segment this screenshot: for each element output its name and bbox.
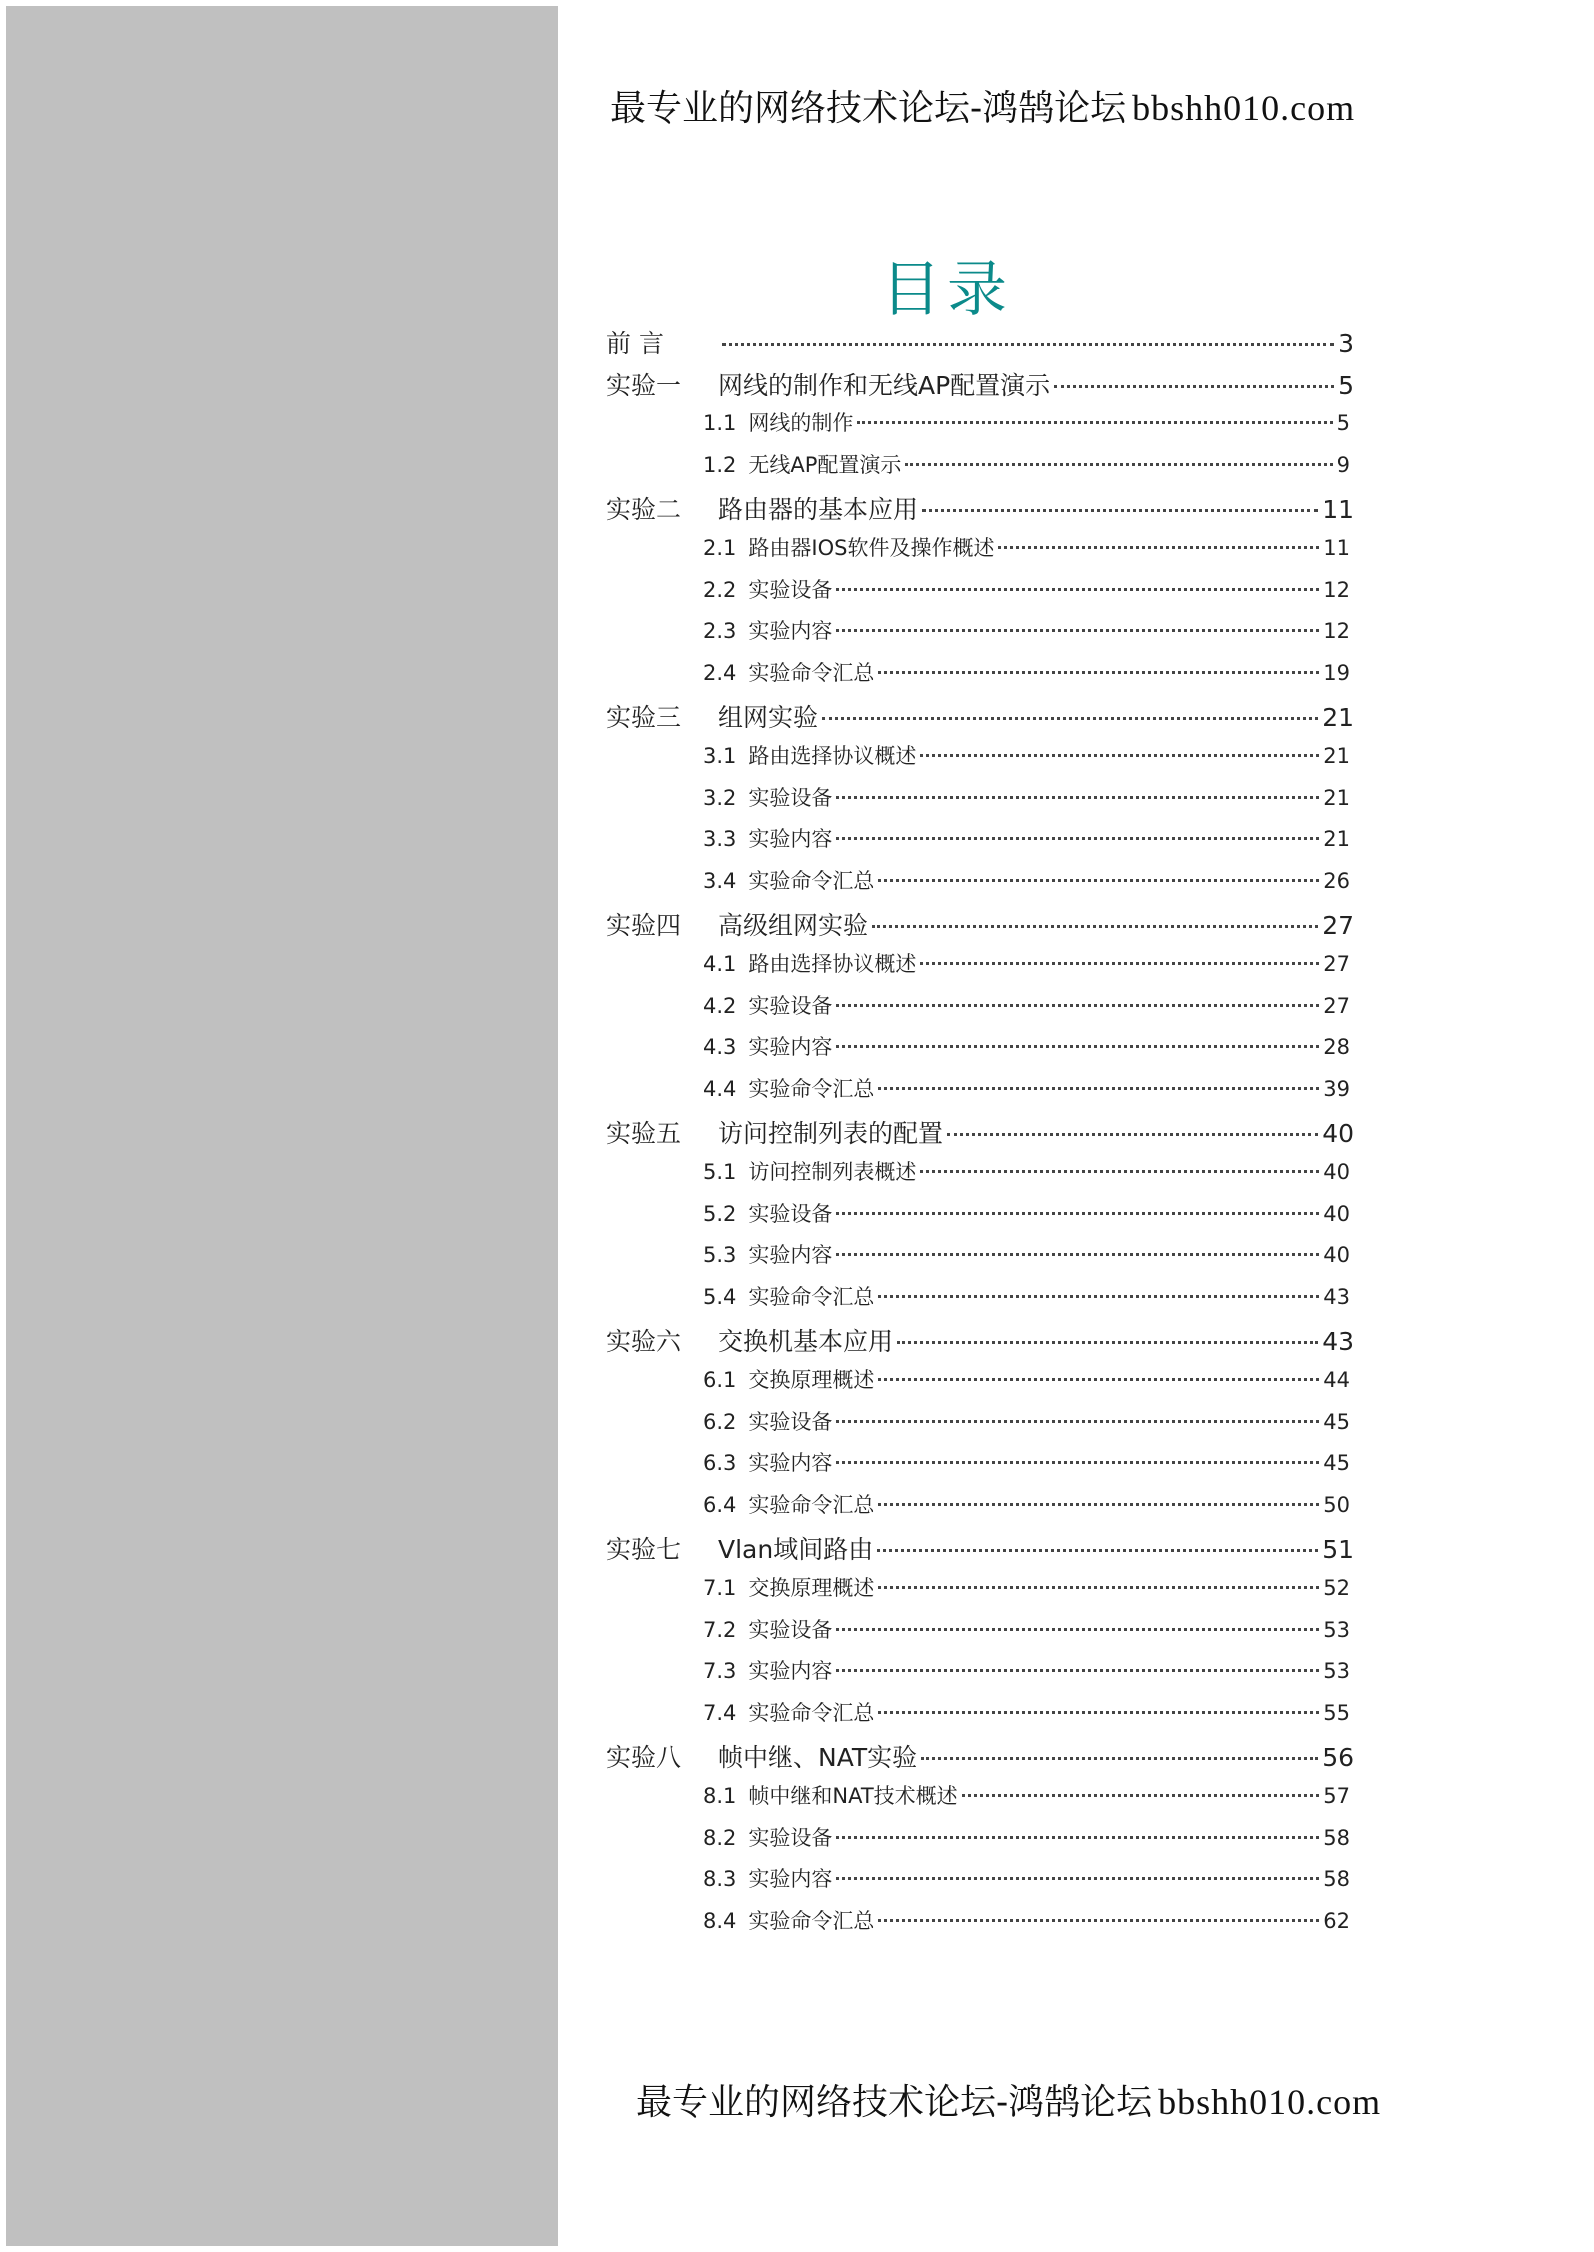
- toc-entry-title: 实验命令汇总: [748, 1284, 875, 1309]
- toc-entry-number: 7.1: [703, 1576, 737, 1600]
- toc-entry-number: 2.4: [703, 660, 737, 685]
- toc-dot-leader: [878, 1087, 1319, 1090]
- toc-dot-leader: [877, 1549, 1318, 1552]
- toc-entry-title: 实验命令汇总: [748, 1700, 875, 1725]
- toc-entry-title: 交换原理概述: [748, 1576, 875, 1600]
- toc-section-row[interactable]: [703, 574, 1350, 614]
- toc-entry-title: 实验内容: [748, 1659, 833, 1684]
- toc-chapter-row[interactable]: [606, 1114, 1354, 1154]
- toc-entry-number: 1.1: [703, 411, 737, 436]
- toc-entry-page: 58: [1323, 1867, 1350, 1892]
- toc-dot-leader: [878, 1295, 1319, 1298]
- toc-dot-leader: [836, 1877, 1319, 1880]
- toc-dot-leader: [872, 925, 1318, 928]
- toc-chapter-row[interactable]: [606, 1322, 1354, 1362]
- toc-dot-leader: [947, 1133, 1318, 1136]
- toc-dot-leader: [922, 509, 1318, 512]
- toc-entry-title: 实验命令汇总: [748, 1076, 875, 1101]
- toc-entry-page: 40: [1323, 1243, 1350, 1268]
- toc-entry-title: 网线的制作和无线AP配置演示: [718, 370, 1051, 400]
- toc-section-row[interactable]: [703, 1031, 1350, 1071]
- toc-section-row[interactable]: [703, 532, 1350, 572]
- toc-dot-leader: [836, 1004, 1319, 1007]
- toc-entry-number: 3.4: [703, 868, 737, 893]
- toc-entry-number: 2.2: [703, 577, 737, 602]
- toc-entry-page: 56: [1322, 1743, 1354, 1773]
- toc-entry-title: 实验内容: [748, 1035, 833, 1060]
- toc-entry-number: 实验一: [606, 370, 682, 400]
- toc-dot-leader: [836, 1461, 1319, 1464]
- toc-section-row[interactable]: [703, 948, 1350, 988]
- toc-chapter-row[interactable]: [606, 906, 1354, 946]
- toc-section-row[interactable]: [703, 449, 1350, 489]
- footer-banner-url: bbshh010.com: [1158, 2082, 1382, 2122]
- toc-entry-number: 3.3: [703, 827, 737, 852]
- toc-entry-page: 5: [1338, 370, 1354, 400]
- toc-entry-number: 8.2: [703, 1825, 737, 1850]
- toc-entry-title: 实验命令汇总: [748, 1908, 875, 1933]
- toc-entry-page: 21: [1323, 827, 1350, 852]
- toc-section-row[interactable]: [703, 1905, 1350, 1945]
- toc-entry-title: 实验命令汇总: [748, 1492, 875, 1517]
- toc-entry-title: Vlan域间路由: [718, 1535, 874, 1565]
- toc-section-row[interactable]: [703, 740, 1350, 780]
- header-banner-url: bbshh010.com: [1132, 88, 1356, 128]
- toc-entry-page: 21: [1322, 703, 1354, 733]
- toc-entry-title: 高级组网实验: [718, 911, 869, 941]
- toc-entry-number: 5.4: [703, 1284, 737, 1309]
- toc-section-row[interactable]: [703, 1655, 1350, 1695]
- toc-entry-page: 27: [1322, 911, 1354, 941]
- toc-chapter-row[interactable]: [606, 1738, 1354, 1778]
- footer-banner-text: 最专业的网络技术论坛-鸿鹄论坛: [636, 2082, 1153, 2123]
- toc-section-row[interactable]: [703, 1281, 1350, 1321]
- toc-entry-page: 40: [1323, 1160, 1350, 1184]
- toc-section-row[interactable]: [703, 615, 1350, 655]
- toc-dot-leader: [921, 1757, 1318, 1760]
- toc-section-row[interactable]: [703, 1697, 1350, 1737]
- toc-dot-leader: [836, 1420, 1319, 1423]
- toc-entry-number: 4.1: [703, 952, 737, 976]
- toc-entry-page: 21: [1323, 785, 1350, 810]
- toc-dot-leader: [998, 546, 1319, 549]
- toc-dot-leader: [878, 1711, 1319, 1714]
- toc-entry-page: 12: [1323, 577, 1350, 602]
- toc-section-row[interactable]: [703, 823, 1350, 863]
- toc-entry-title: 实验内容: [748, 1867, 833, 1892]
- toc-entry-page: 53: [1323, 1659, 1350, 1684]
- toc-entry-page: 52: [1323, 1576, 1350, 1600]
- toc-entry-number: 7.3: [703, 1659, 737, 1684]
- toc-dot-leader: [836, 1212, 1319, 1215]
- toc-entry-page: 51: [1322, 1535, 1354, 1565]
- header-banner: [610, 80, 1355, 131]
- toc-dot-leader: [722, 343, 1334, 346]
- toc-entry-title: 实验设备: [748, 1825, 833, 1850]
- toc-section-row[interactable]: [703, 990, 1350, 1030]
- toc-section-row[interactable]: [703, 1239, 1350, 1279]
- toc-chapter-row[interactable]: [606, 490, 1354, 530]
- toc-entry-page: 50: [1323, 1492, 1350, 1517]
- toc-entry-number: 2.1: [703, 536, 737, 560]
- toc-dot-leader: [897, 1341, 1318, 1344]
- toc-dot-leader: [1054, 385, 1334, 388]
- toc-dot-leader: [878, 1586, 1319, 1589]
- toc-dot-leader: [878, 1503, 1319, 1506]
- toc-dot-leader: [822, 717, 1318, 720]
- toc-dot-leader: [836, 1669, 1319, 1672]
- toc-entry-title: 无线AP配置演示: [748, 452, 902, 477]
- toc-entry-page: 43: [1322, 1327, 1354, 1357]
- toc-entry-number: 5.3: [703, 1243, 737, 1268]
- toc-chapter-row[interactable]: [606, 1530, 1354, 1570]
- toc-entry-number: 4.3: [703, 1035, 737, 1060]
- footer-banner: [636, 2074, 1381, 2125]
- toc-entry-number: 8.1: [703, 1784, 737, 1808]
- toc-dot-leader: [878, 1919, 1319, 1922]
- toc-title: 目录: [881, 255, 1013, 325]
- toc-entry-title: 路由选择协议概述: [748, 744, 917, 768]
- toc-entry-number: 3.2: [703, 785, 737, 810]
- toc-dot-leader: [836, 1836, 1319, 1839]
- toc-section-row[interactable]: [703, 782, 1350, 822]
- toc-entry-page: 27: [1323, 952, 1350, 976]
- toc-section-row[interactable]: [703, 1406, 1350, 1446]
- toc-entry-title: 路由器的基本应用: [718, 495, 919, 525]
- toc-section-row[interactable]: [703, 1822, 1350, 1862]
- toc-entry-page: 58: [1323, 1825, 1350, 1850]
- toc-entry-page: 11: [1322, 495, 1354, 525]
- toc-entry-title: 实验设备: [748, 1409, 833, 1434]
- toc-entry-title: 路由器IOS软件及操作概述: [748, 536, 995, 560]
- toc-entry-number: 实验五: [606, 1119, 682, 1149]
- toc-entry-title: 访问控制列表的配置: [718, 1119, 944, 1149]
- toc-entry-page: 53: [1323, 1617, 1350, 1642]
- toc-entry-number: 3.1: [703, 744, 737, 768]
- toc-entry-number: 6.2: [703, 1409, 737, 1434]
- toc-entry-page: 27: [1323, 993, 1350, 1018]
- toc-dot-leader: [836, 629, 1319, 632]
- toc-entry-number: 4.2: [703, 993, 737, 1018]
- toc-entry-title: 实验命令汇总: [748, 660, 875, 685]
- toc-chapter-row[interactable]: [606, 698, 1354, 738]
- toc-entry-number: 前 言: [606, 329, 664, 358]
- toc-entry-title: 实验内容: [748, 619, 833, 644]
- toc-entry-page: 43: [1323, 1284, 1350, 1309]
- toc-entry-page: 55: [1323, 1700, 1350, 1725]
- toc-section-row[interactable]: [703, 657, 1350, 697]
- toc-entry-page: 21: [1323, 744, 1350, 768]
- toc-section-row[interactable]: [703, 865, 1350, 905]
- toc-entry-number: 4.4: [703, 1076, 737, 1101]
- toc-entry-number: 实验三: [606, 703, 682, 733]
- header-banner-text: 最专业的网络技术论坛-鸿鹄论坛: [610, 88, 1127, 129]
- toc-entry-page: 26: [1323, 868, 1350, 893]
- toc-entry-page: 40: [1323, 1201, 1350, 1226]
- toc-entry-title: 实验设备: [748, 993, 833, 1018]
- toc-entry-number: 6.1: [703, 1368, 737, 1392]
- toc-entry-title: 帧中继、NAT实验: [718, 1743, 918, 1773]
- toc-dot-leader: [920, 754, 1319, 757]
- toc-entry-title: 实验命令汇总: [748, 868, 875, 893]
- toc-section-row[interactable]: [703, 1073, 1350, 1113]
- toc-dot-leader: [836, 796, 1319, 799]
- toc-dot-leader: [962, 1794, 1320, 1797]
- toc-entry-page: 28: [1323, 1035, 1350, 1060]
- toc-entry-number: 实验六: [606, 1327, 682, 1357]
- toc-entry-title: 实验内容: [748, 1243, 833, 1268]
- toc-entry-title: 帧中继和NAT技术概述: [748, 1784, 958, 1808]
- toc-dot-leader: [905, 463, 1332, 466]
- toc-section-row[interactable]: [703, 1489, 1350, 1529]
- toc-section-row[interactable]: [703, 1364, 1350, 1404]
- toc-section-row[interactable]: [703, 1198, 1350, 1238]
- toc-entry-page: 45: [1323, 1409, 1350, 1434]
- toc-entry-number: 7.4: [703, 1700, 737, 1725]
- toc-entry-page: 44: [1323, 1368, 1350, 1392]
- toc-entry-number: 6.4: [703, 1492, 737, 1517]
- toc-chapter-row[interactable]: [606, 324, 1354, 364]
- toc-entry-page: 45: [1323, 1451, 1350, 1476]
- toc-entry-page: 57: [1323, 1784, 1350, 1808]
- toc-entry-page: 9: [1336, 452, 1350, 477]
- toc-dot-leader: [857, 421, 1332, 424]
- toc-entry-title: 访问控制列表概述: [748, 1160, 917, 1184]
- toc-entry-page: 40: [1322, 1119, 1354, 1149]
- toc-section-row[interactable]: [703, 1614, 1350, 1654]
- toc-section-row[interactable]: [703, 1863, 1350, 1903]
- toc-entry-number: 5.1: [703, 1160, 737, 1184]
- toc-section-row[interactable]: [703, 1156, 1350, 1196]
- toc-entry-number: 8.4: [703, 1908, 737, 1933]
- toc-dot-leader: [920, 1170, 1319, 1173]
- toc-entry-title: 实验设备: [748, 1617, 833, 1642]
- toc-entry-title: 组网实验: [718, 703, 819, 733]
- toc-dot-leader: [878, 1378, 1319, 1381]
- toc-entry-number: 5.2: [703, 1201, 737, 1226]
- toc-entry-number: 2.3: [703, 619, 737, 644]
- toc-dot-leader: [878, 671, 1319, 674]
- toc-entry-page: 19: [1323, 660, 1350, 685]
- toc-dot-leader: [920, 962, 1319, 965]
- toc-entry-number: 8.3: [703, 1867, 737, 1892]
- toc-dot-leader: [878, 879, 1319, 882]
- toc-section-row[interactable]: [703, 407, 1350, 447]
- toc-entry-number: 1.2: [703, 452, 737, 477]
- toc-entry-title: 交换原理概述: [748, 1368, 875, 1392]
- toc-entry-page: 12: [1323, 619, 1350, 644]
- toc-entry-number: 实验七: [606, 1535, 682, 1565]
- toc-entry-title: 交换机基本应用: [718, 1327, 894, 1357]
- toc-entry-title: 实验内容: [748, 1451, 833, 1476]
- toc-entry-title: 路由选择协议概述: [748, 952, 917, 976]
- table-of-contents: [0, 324, 1594, 1944]
- toc-entry-page: 3: [1338, 329, 1354, 358]
- toc-entry-number: 实验二: [606, 495, 682, 525]
- toc-section-row[interactable]: [703, 1780, 1350, 1820]
- toc-entry-page: 62: [1323, 1908, 1350, 1933]
- toc-section-row[interactable]: [703, 1572, 1350, 1612]
- toc-entry-number: 实验四: [606, 911, 682, 941]
- toc-dot-leader: [836, 1253, 1319, 1256]
- toc-entry-title: 网线的制作: [748, 411, 854, 436]
- toc-entry-page: 5: [1336, 411, 1350, 436]
- toc-entry-page: 39: [1323, 1076, 1350, 1101]
- toc-entry-number: 7.2: [703, 1617, 737, 1642]
- toc-section-row[interactable]: [703, 1447, 1350, 1487]
- toc-entry-title: 实验设备: [748, 1201, 833, 1226]
- toc-entry-number: 实验八: [606, 1743, 682, 1773]
- toc-dot-leader: [836, 588, 1319, 591]
- toc-entry-title: 实验设备: [748, 785, 833, 810]
- toc-dot-leader: [836, 1045, 1319, 1048]
- toc-entry-number: 6.3: [703, 1451, 737, 1476]
- toc-dot-leader: [836, 1628, 1319, 1631]
- toc-entry-page: 11: [1323, 536, 1350, 560]
- toc-entry-title: 实验内容: [748, 827, 833, 852]
- toc-entry-title: 实验设备: [748, 577, 833, 602]
- toc-dot-leader: [836, 837, 1319, 840]
- toc-chapter-row[interactable]: [606, 366, 1354, 406]
